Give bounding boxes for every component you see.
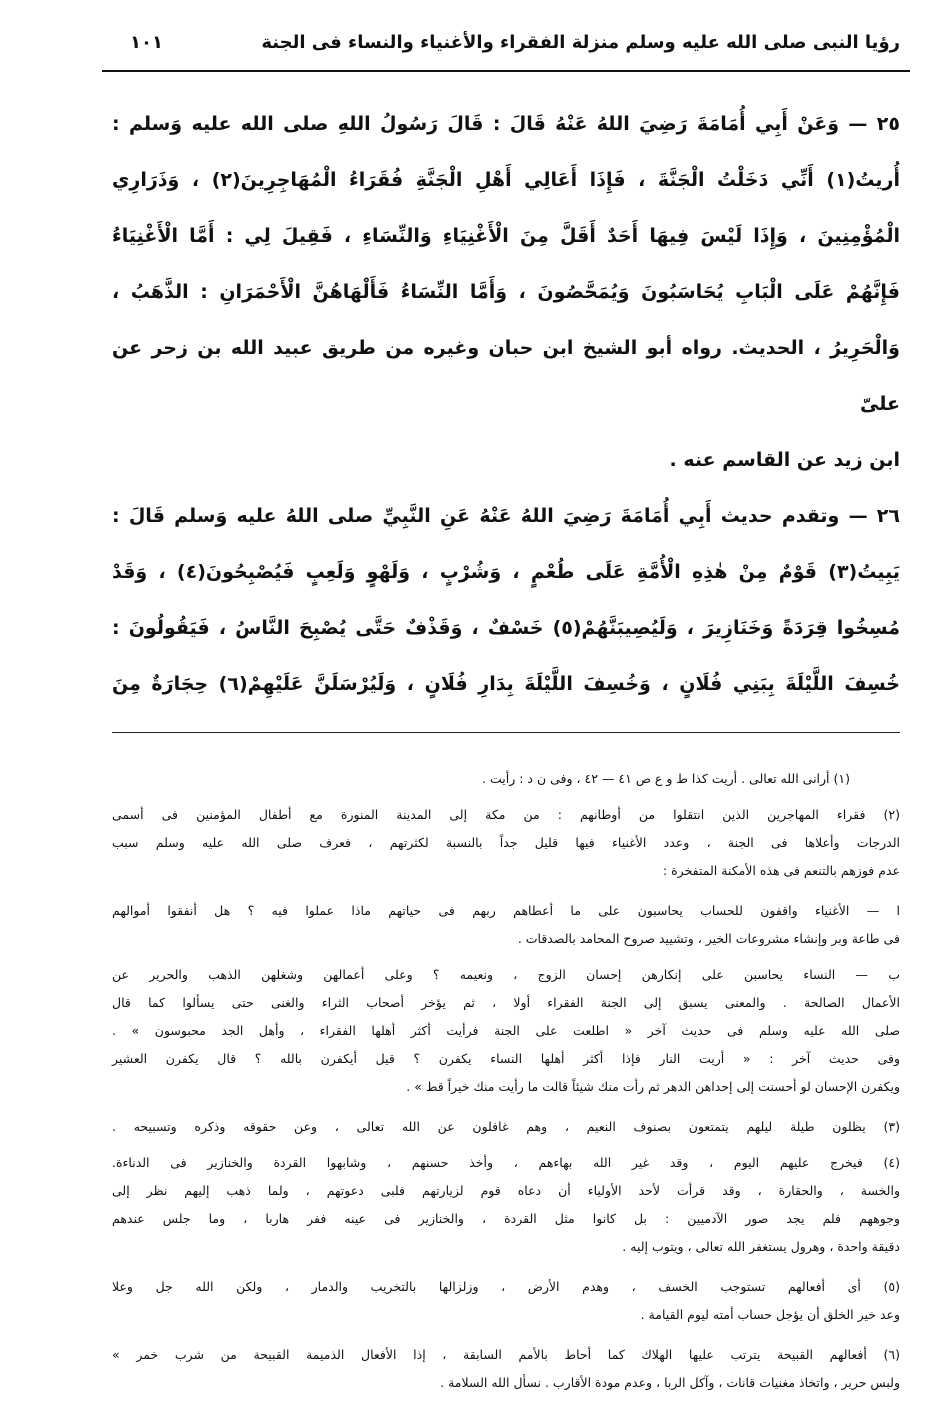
text-line: ابن زيد عن القاسم عنه . [669,449,900,471]
text-line: وَالْحَرِيرُ ، الحديث. رواه أبو الشيخ ابن حبان وغيره من طريق عبيد الله بن زحر عن علىّ [112,337,900,415]
footnote-line: صلى الله عليه وسلم فى حديث آخر « اطلعت على الجنة فرأيت أكثر أهلها الفقراء ، وأهل الجد محبوسون » . [112,1023,900,1038]
footnote-line: عدم فوزهم بالتنعم فى هذه الأمكنة المتفخرة : [662,863,900,878]
footnotes [112,765,900,1397]
footnote-line: (٤) فيخرج عليهم اليوم ، وقد غير الله بهاءهم ، وأخذ حسنهم ، وشابهوا القردة والخنازير فى الدناءة. [112,1155,900,1170]
footnote-line: (٢) فقراء المهاجرين الذين انتقلوا من أوطانهم : من مكة إلى المدينة المنورة مع أطفال المؤمنين فى أسمى [112,807,900,822]
running-header-title: رؤيا النبى صلى الله عليه وسلم منزلة الفقراء والأغنياء والنساء فى الجنة [261,32,900,53]
footnote-line: (٦) أفعالهم القبيحة يترتب عليها الهلاك كما أحاط بالأمم السابقة ، إذا الأفعال الذميمة القبيحة من شرب خمر » [112,1347,900,1362]
footnote-2-b [112,961,900,1101]
footnote-line: والخسة ، والحقارة ، وقد قرأت لأحد الأولياء أن دعاه قوم لزيارتهم فلبى دعوتهم ، ولما ذهب إليهم نظر إلى [112,1183,900,1198]
text-line: مُسِخُوا قِرَدَةً وَخَنَازِيرَ ، وَلَيُصِيبَنَّهُمْ(٥) خَسْفٌ ، وَقَذْفٌ حَتَّى يُصْبِحَ النَّاسُ ، فَيَقُولُونَ : [112,617,900,639]
footnote-line: فى طاعة وبر وإنشاء مشروعات الخير ، وتشييد صروح المحامد بالصدقات . [517,931,900,946]
hadith-26 [112,488,900,712]
footnote-line: الدرجات وأعلاها فى الجنة ، وعدد الأغنياء فيها قليل جداً بالنسبة لكثرتهم ، فعرف صلى الله عليه وسلم سبب [112,835,900,850]
footnote-1 [112,765,900,793]
footnote-line: وفى حديث آخر : « أريت النار فإذا أكثر أهلها النساء يكفرن ؟ قيل أيكفرن بالله ؟ قال يكفرن العشير [112,1051,900,1066]
footnote-2 [112,801,900,885]
footnote-2-a [112,897,900,953]
main-text [112,96,900,712]
footnote-4 [112,1149,900,1261]
footnote-line: دقيقة واحدة ، وهرول يستغفر الله تعالى ، ويتوب إليه . [622,1239,900,1254]
footnote-line: ا — الأغنياء واقفون للحساب يحاسبون على ما أعطاهم ربهم فى حياتهم ماذا عملوا فيه ؟ هل أنفقوا أموالهم [112,903,900,918]
footnote-6 [112,1341,900,1397]
footnote-line: وجوههم فلم يجد صور الآدميين : بل كانوا مثل القردة ، والخنازير فى عينه ففر هاربا ، وما جلس عندهم [112,1211,900,1226]
footnote-3 [112,1113,900,1141]
footnote-line: ويكفرن الإحسان لو أحسنت إلى إحداهن الدهر ثم رأت منك شيئاً قالت ما رأيت منك خيراً قط » . [406,1079,900,1094]
footnote-line: ب — النساء يحاسبن على إنكارهن إحسان الزوج ، ونعيمه ؟ وعلى أعمالهن وشغلهن الذهب والحرير عن [112,967,900,982]
text-line: ٢٦ — وتقدم حديث أَبِي أُمَامَةَ رَضِيَ اللهُ عَنْهُ عَنِ النَّبِيِّ صلى اللهُ عليه وَسلم قَالَ : [112,505,900,527]
footnote-line: وعد خير الخلق أن يؤجل حساب أمته ليوم القيامة . [640,1307,900,1322]
footnote-line: (٣) يظلون طيلة ليلهم يتمتعون بصنوف النعيم ، وهم غافلون عن الله تعالى ، وعن حقوقه وذكره وتسبيحه . [112,1119,900,1134]
footnote-line: ولبس حرير ، واتخاذ مغنيات قانات ، وآكل الربا ، وعدم مودة الأقارب . نسأل الله السلامة . [440,1375,900,1390]
text-line: الْمُؤْمِنِينَ ، وَإِذَا لَيْسَ فِيهَا أَحَدٌ أَقَلَّ مِنَ الْأَغْنِيَاءِ وَالنِّسَاءِ ، فَقِيلَ لِي : أَمَّا الْأَغْنِيَاءُ [112,225,900,247]
running-header [102,24,910,72]
footnote-line: (١) أرانى الله تعالى . أريت كذا ط و ع ص ٤١ — ٤٢ ، وفى ن د : رأيت . [482,771,850,786]
text-line: فَإِنَّهُمْ عَلَى الْبَابِ يُحَاسَبُونَ وَيُمَحَّصُونَ ، وَأَمَّا النِّسَاءُ فَأَلْهَاهُنَّ الْأَحْمَرَانِ : الذَّهَبُ ، [112,281,900,303]
page-number: ١٠١ [130,32,163,53]
text-line: خُسِفَ اللَّيْلَةَ بِبَنِي فُلَانٍ ، وَخُسِفَ اللَّيْلَةَ بِدَارِ فُلَانٍ ، وَلَيُرْسَلَنَّ عَلَيْهِمْ(٦) حِجَارَةٌ مِنَ [112,673,900,695]
footnote-line: الأعمال الصالحة . والمعنى يسبق إلى الجنة الفقراء أولا ، ثم يؤخر أصحاب الثراء والغنى حتى يسألوا كما قال [112,995,900,1010]
footnote-line: (٥) أى أفعالهم تستوجب الخسف ، وهدم الأرض ، وزلزالها بالتخريب والدمار ، ولكن الله جل وعلا [112,1279,900,1294]
text-line: يَبِيتُ(٣) قَوْمٌ مِنْ هٰذِهِ الْأُمَّةِ عَلَى طُعْمٍ ، وَشُرْبٍ ، وَلَهْوٍ وَلَعِبٍ فَيُصْبِحُونَ(٤) ، وَقَدْ [112,561,900,583]
hadith-25 [112,96,900,488]
text-line: أُريتُ(١) أَنِّي دَخَلْتُ الْجَنَّةَ ، فَإِذَا أَعَالِي أَهْلِ الْجَنَّةِ فُقَرَاءُ الْمُهَاجِرِينَ(٢) ، وَذَرَارِي [112,169,901,191]
text-line: ٢٥ — وَعَنْ أَبِي أُمَامَةَ رَضِيَ اللهُ عَنْهُ قَالَ : قَالَ رَسُولُ اللهِ صلى الله عليه وَسلم : [112,113,900,135]
footnote-5 [112,1273,900,1329]
footnote-separator [112,732,900,733]
